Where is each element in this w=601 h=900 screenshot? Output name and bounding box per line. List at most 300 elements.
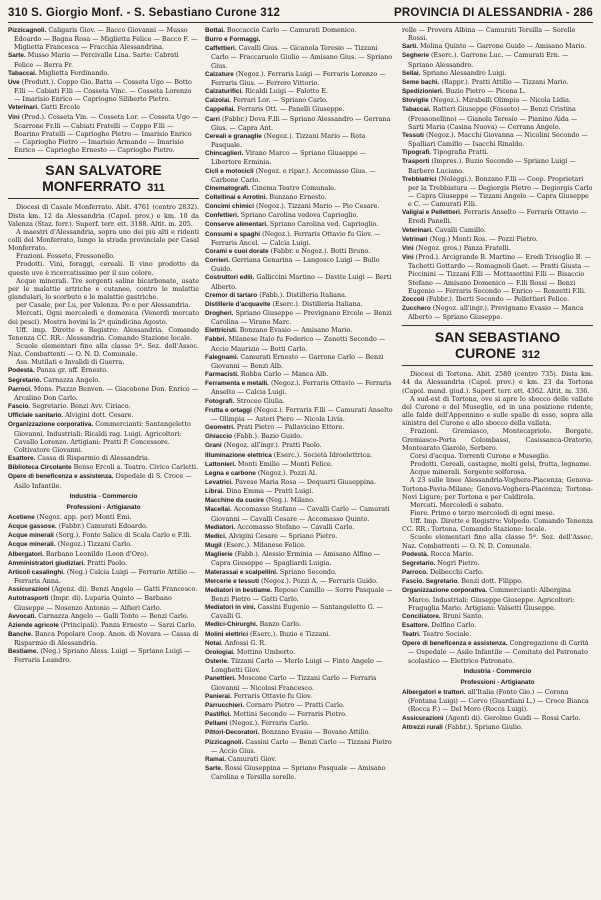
directory-entry: [205, 577, 396, 586]
entry-names: Milanese Italo fu Federico — Zanetti Secondo — Accio Maurizio — Botti Carlo.: [211, 335, 386, 353]
entry-names: Mottino Umberto.: [234, 647, 296, 656]
entry-names: (Negoz. e ripar.). Accomasso Gius. — Carbone Carlo.: [211, 166, 376, 184]
entry-names: Molina Quinto — Garrone Guido — Amisano Mario.: [417, 42, 587, 51]
directory-entry: [205, 460, 396, 469]
entry-names: Musso Maria — Percivalle Lina. Sarte: Cabrati Felice — Berra Fr.: [14, 51, 179, 69]
entry-category: Orologiai.: [205, 648, 235, 656]
entry-category: Trebbiatrici: [402, 175, 437, 183]
entry-category: Opere di beneficenza e assistenza.: [8, 473, 114, 481]
directory-entry: [205, 193, 396, 202]
entry-category: Conciliatore.: [402, 612, 441, 620]
directory-entry: [205, 657, 396, 674]
description-paragraph: per Casale, per Lu, per Valenza. Po e per Alessandria.: [16, 301, 191, 310]
directory-entry: [402, 226, 593, 235]
entry-names: (Fabbr.). Iberti Secondo — Pellettieri Felice.: [424, 294, 570, 303]
directory-entry: [205, 755, 396, 764]
entry-names: (Fabb.). Distilleria Italiana.: [257, 290, 347, 299]
col1-paragraphs: [8, 203, 199, 366]
entry-category: Tessuti: [402, 131, 424, 139]
entry-names: Alvigini dott. Cesare.: [63, 411, 134, 420]
entry-category: Corami e cuoi dorate: [205, 247, 269, 255]
header-left: 310 S. Giorgio Monf. - S. Sebastiano Curone 312: [8, 7, 281, 19]
directory-entry: [8, 522, 199, 531]
entry-names: (Negoz.). Ferraris Luigi — Ferraris Lorenzo — Ferraris Gius. — Ferrero Vittorio.: [211, 69, 386, 87]
directory-entry: [205, 496, 396, 505]
subhead-industria: Industria - Commercio: [69, 492, 138, 500]
entry-names: (Negoz. gros.) Panza Fratelli.: [413, 243, 511, 252]
entry-category: Farmacisti.: [205, 371, 239, 379]
entry-names: Boccaccio Carlo — Camurati Domenico.: [224, 26, 357, 34]
entry-category: Segherie: [402, 52, 429, 60]
entry-category: Sarte.: [8, 52, 26, 60]
entry-names: (Prod.). Cosseta Vin. — Cosseta Lor. — Cosseta Ugo — Scarrone Fr.lli — Cabiati Fratelli — Coppo F.lli — Boarino Fratelli — Capriogho Pietro — Imarisio Enrico — Capriogho Pietro — Imarisio Armando — Imarisio Enrico — Capriogho Ernesto — Capriogho Pietro.: [14, 112, 199, 155]
entry-names: Bonzano Evasio — Bovano Attilio.: [259, 728, 371, 737]
entry-names: Panza gr. uff. Ernesto.: [34, 366, 109, 375]
entry-names: (Principali). Panza Ernesto — Sarzi Carlo.: [58, 620, 197, 629]
entry-names: (Negoz. all'ingr.). Prevignano Evasio — Manca Alberto — Spriano Giuseppe.: [408, 304, 584, 322]
entry-names: Cassini Carlo — Benzi Carlo — Tizzani Pietro — Accio Gius.: [211, 737, 392, 755]
entry-names: Commercianti: Albergina Marco. Industriali: Giuseppe Giuseppe. Agricoltori: Fraguglia Mario. Artigiani: Valsetti Giuseppe.: [408, 586, 575, 612]
directory-entry: [8, 559, 199, 568]
entry-category: Fascio. Segretario.: [402, 578, 460, 586]
entry-category: Mugil: [205, 542, 222, 550]
directory-entry: [402, 304, 593, 321]
directory-entry: [402, 42, 593, 51]
entry-names: Ricaldi Luigi — Falotto E.: [243, 87, 328, 96]
entry-category: Caffettieri.: [205, 45, 237, 53]
entry-names: Rossi Giuseppina — Spriano Pasquale — Amisano Carolina e Tersilla sorelle.: [211, 763, 386, 782]
directory-entry: [402, 51, 593, 68]
directory-entry: [205, 44, 396, 69]
entry-names: (Neg.) Monti Ros. — Pozzi Pietro.: [427, 234, 538, 243]
entry-category: Ghiaccio: [205, 433, 232, 441]
entry-category: Coltellinai e Arrotini.: [205, 193, 268, 201]
directory-entry: [402, 639, 593, 664]
entry-category: Parroci.: [8, 385, 32, 393]
description-paragraph: Scuole elementari fino alla classe 5ª. Sez. dell'Assoc. Naz. Combattenti — O. N. D. Comunale.: [8, 342, 199, 359]
entry-names: Rocca Mario.: [428, 549, 474, 558]
entry-category: Biblioteca Circolante: [8, 464, 72, 472]
entry-category: Acque minerali.: [8, 541, 56, 549]
entry-category: Attrezzi rurali: [402, 723, 443, 731]
entry-names: (Produtt.). Coppo Gio. Batta — Cosseta Ugo — Botto F.lli — Cabiati F.lli — Cosseta Vinc. — Cosseta Lorenzo — Imarisio Enrico — Capriogno Siliberto Pietro.: [14, 77, 192, 104]
entry-category: Acque gassose.: [8, 523, 57, 531]
entry-names: Negri Pietro.: [435, 558, 480, 567]
entry-names: Commercianti: Santangeletto Giovanni. Industriali: Ricaldi rag. Luigi. Agricoltori: Cavallo Lorenzo. Artigiani: Pratti P. Concessore. Coltivatore Giovanni.: [14, 420, 191, 454]
directory-entry: [205, 719, 396, 728]
entry-names: (Negoz.). Ferraris F.lli — Camurati Anselto — Olimpia — Astori Piero — Nicola Livia.: [211, 405, 393, 423]
directory-entry: [402, 87, 593, 96]
directory-entry: [205, 648, 396, 657]
entry-category: Mediatori in vini.: [205, 604, 256, 612]
directory-entry: [205, 397, 396, 406]
entry-names: (Impr. di). Luparia Quinto — Barbano Giuseppe — Nosenzo Antonio — Alfieri Carlo.: [14, 594, 172, 612]
entry-category: Cicli e motocicli: [205, 167, 254, 175]
entry-names: Monti Emilio — Monti Felice.: [235, 459, 333, 468]
entry-names: Cornaro Pietro — Pratti Carlo.: [244, 700, 345, 709]
directory-entry: [8, 621, 199, 630]
entry-category: Podestà.: [402, 550, 429, 558]
description-paragraph: Acque minerali. Sorgente solforosa.: [410, 468, 527, 477]
entry-category: Parroco.: [402, 569, 428, 577]
entry-names: (Fabbr. e Negoz.). Botti Bruno.: [268, 246, 371, 255]
directory-entry: [205, 353, 396, 370]
directory-entry: [8, 376, 199, 385]
entry-names: (Eserc.). Garrone Luc. — Camurati Ern. — Spriano Alessandro.: [408, 51, 569, 69]
entry-category: Molini elettrici: [205, 630, 248, 638]
directory-entry: [205, 184, 396, 193]
entry-category: Distillerie d'acquavite: [205, 300, 271, 308]
directory-entry: [402, 96, 593, 105]
entry-category: Macellai.: [205, 506, 232, 514]
directory-entry: [205, 639, 396, 648]
directory-entry: [8, 647, 199, 664]
directory-entry: [402, 175, 593, 209]
subhead-professioni: Professioni - Artigianato: [460, 678, 535, 686]
directory-entry: [205, 451, 396, 460]
entry-names: (Negoz.). Pozzi A. — Ferraris Guido.: [259, 576, 378, 585]
entry-category: Bestiame.: [8, 648, 39, 656]
directory-entry: [205, 309, 396, 326]
directory-entry: [402, 688, 593, 713]
directory-entry: [205, 603, 396, 620]
directory-entry: [205, 487, 396, 496]
description-paragraph: Acque minerali. Tre sorgenti saline bicarbonate, usate per le malattie artriche e cutanee, contro le malattie glandulari, lo scorbuto e le malattie gastriche.: [8, 276, 199, 302]
entry-category: Calzature: [205, 70, 234, 78]
entry-category: Legna e carbone: [205, 469, 256, 477]
subhead-industria: Industria - Commercio: [463, 667, 532, 675]
directory-entry: [402, 621, 593, 630]
entry-names: Cavalli Gius. — Gicanola Teresio — Tizzani Carlo — Fraccaruolo Giulio — Amisano Gius. — Spriano Gius.: [211, 44, 393, 70]
directory-entry: [402, 69, 593, 78]
entry-category: Consumi e spaghi: [205, 230, 261, 238]
directory-entry: [205, 230, 396, 247]
entry-names: Bonzano Evasio — Amisano Mario.: [237, 326, 353, 335]
directory-entry: [8, 402, 199, 411]
entry-names: Teatro Sociale.: [420, 630, 472, 639]
entry-names: (Eserc.). Società Idroelettrica.: [271, 450, 373, 459]
entry-category: Acetiene: [8, 513, 35, 521]
directory-entry: [205, 70, 396, 87]
entry-category: Chincaglieri.: [205, 150, 244, 158]
entry-names: Stroceo Giulia.: [234, 396, 285, 405]
description-paragraph: Diocesi di Tortona. Abit. 2580 (centro 735). Dista km. 44 da Alessandria (Capol. prov.) e km. 23 da Tortona (Capol. mand. giud.). Superf. terr. ett. 4362. Altit. m. 336.: [402, 370, 593, 395]
entry-category: Mediatori in bestiame.: [205, 586, 273, 594]
entry-names: Cassa di Risparmio di Alessandria.: [35, 454, 150, 463]
entry-category: Bottai.: [205, 27, 225, 34]
entry-category: Cinematografi.: [205, 184, 250, 192]
entry-names: Moscone Carlo — Tizzani Carlo — Ferraris Giovanni — Nicolosi Francesco.: [211, 674, 377, 692]
entry-names: (Fabbr.). Spriano Giulio.: [442, 722, 523, 731]
directory-entry: [8, 78, 199, 103]
entry-names: Segretario. Benzi Avv. Ciriaco.: [30, 402, 131, 411]
entry-names: Ospedale di S. Croce — Asilo Infantile.: [14, 472, 192, 490]
entry-names: Congregazione di Carità — Ospedale — Asilo Infantile — Comitato del Patronato scolastico — Elettrico Patronato.: [408, 639, 589, 665]
entry-names: Bunzano Ernesto.: [267, 192, 327, 201]
directory-entry: [205, 300, 396, 309]
entry-category: Librai.: [205, 488, 225, 496]
col1-entries-a: [8, 26, 199, 154]
subhead-professioni: Professioni - Artigianato: [66, 503, 141, 511]
directory-entry: [205, 26, 396, 35]
directory-entry: [205, 149, 396, 166]
entry-category: Lattonieri.: [205, 460, 236, 468]
entry-names: (Fabbr.) Dova F.lli — Spriano Alessandro — Gerrana Gius. — Capra Ant.: [211, 114, 391, 132]
entry-names: Spriano Secondo.: [277, 567, 337, 576]
entry-category: Notai.: [205, 639, 223, 647]
entry-category: Cremor di tartaro: [205, 291, 258, 299]
entry-names: (Neg.) Spriano Aless. Luigi — Spriano Luigi — Ferraris Leandro.: [14, 647, 191, 665]
section-title-san-sebastiano: [402, 325, 593, 366]
directory-entry: [8, 585, 199, 594]
entry-category: Organizzazione corporativa.: [8, 421, 94, 429]
directory-entry: [205, 764, 396, 781]
directory-entry: [205, 586, 396, 603]
description-paragraph: Mercati. Mercoledì e sabato.: [410, 500, 504, 509]
entry-names: Ratteri Giuseppe (Fosseto) — Benzi Cristina (Fressonellino) — Gianola Teresio — Pianino Aida — Sarti Maria (Casina Nuova) — Cerrana Angelo.: [408, 105, 578, 131]
entry-category: Vini: [402, 254, 414, 262]
entry-category: Pizzicagnoli.: [8, 27, 47, 34]
entry-category: Calzolai.: [205, 97, 231, 105]
entry-category: Segretario.: [402, 559, 436, 567]
entry-category: Illuminazione elettrica: [205, 451, 272, 459]
directory-entry: [8, 420, 199, 454]
entry-category: Mercerie e tessuti: [205, 577, 259, 585]
entry-names: Mottini Secondo — Ferraris Pietro.: [231, 710, 347, 719]
directory-entry: [402, 26, 593, 42]
directory-entry: [205, 256, 396, 273]
directory-entry: [8, 630, 199, 647]
entry-category: Sellai.: [402, 69, 421, 77]
entry-category: Carri: [205, 115, 220, 123]
entry-names: Spriano Giuseppe — Prevignano Ercole — Benzi Carolina — Virano Marc.: [211, 309, 392, 327]
directory-entry: [402, 612, 593, 621]
directory-entry: [8, 411, 199, 420]
directory-entry: [402, 78, 593, 87]
directory-entry: [8, 463, 199, 472]
entry-category: Fabbri.: [205, 336, 227, 344]
description-paragraph: Prodotti. Cereali, castagne, molti gelsi, frutta, legname.: [410, 460, 592, 469]
entry-category: Veterinari.: [402, 226, 433, 234]
directory-entry: [8, 513, 199, 522]
description-paragraph: Prodotti. Vini, foraggi, cereali. Il vino prodotto da queste uve è ricercatissimo per il suo colore.: [8, 260, 199, 277]
description-paragraph: Frazioni. Fosseto, Fressonello.: [16, 252, 115, 261]
page-header: [8, 4, 593, 23]
directory-entry: [205, 738, 396, 755]
directory-entry: [205, 728, 396, 737]
entry-category: Fascio.: [8, 403, 31, 411]
entry-names: Barbano Leonildo (Leon d'Oro).: [43, 549, 149, 558]
entry-category: Autotrasporti: [8, 595, 49, 603]
section-title-text: SAN SALVATORE MONFERRATO: [42, 162, 162, 195]
entry-category: Albergatori.: [8, 550, 44, 558]
directory-entry: [402, 253, 593, 295]
entry-category: Esattore.: [402, 622, 430, 629]
directory-entry: [205, 523, 396, 532]
entry-category: Ramai.: [205, 755, 226, 763]
entry-category: Pittori-Decoratori.: [205, 729, 260, 737]
entry-names: (Negoz.). Tizzani Mario — Pio Cesare.: [254, 202, 380, 211]
entry-names: (Negoz. all'ingr.). Pratti Paolo.: [221, 441, 322, 450]
directory-entry: [8, 385, 199, 402]
column-2: [205, 26, 396, 896]
entry-names: (Sorg.). Fonte Salice di Scala Carlo e F.lli.: [53, 531, 192, 540]
entry-names: (Negoz.). Mirabelli Olimpia — Nicola Lidia.: [428, 96, 571, 105]
section-number: 312: [521, 349, 541, 362]
entry-names: (Fabb.). Bazio Guido.: [232, 432, 303, 441]
col1-entries-c: [8, 513, 199, 665]
entry-category: Esattore.: [8, 455, 36, 463]
directory-entry: [205, 132, 396, 149]
entry-category: Vini: [402, 244, 414, 252]
entry-names: (Negoz.). Tizzani Mario — Rota Pasquale.: [211, 131, 366, 150]
entry-names: Banzo Carlo.: [257, 620, 302, 629]
entry-category: Zoccoli: [402, 295, 425, 303]
entry-names: (Negoz.) Tizzani Carlo.: [55, 540, 132, 549]
description-paragraph: Frazioni. Gremiasco, Montecapriolo. Borgate. Gremiasco-Porta Colombassi, Casissanca-Oratorio, Montearato Giarolo, Serbero.: [402, 427, 593, 452]
entry-names: Bruni Santo.: [440, 611, 484, 620]
entry-category: Opere di beneficenza e assistenza.: [402, 640, 508, 648]
directory-entry: [8, 612, 199, 621]
directory-entry: [205, 105, 396, 114]
directory-entry: [8, 113, 199, 155]
entry-names: Camurati Ernesto — Garrone Carlo — Benzi Giovanni — Benzi Alb.: [211, 352, 384, 370]
directory-entry: [205, 115, 396, 132]
entry-category: Elettricisti.: [205, 327, 238, 335]
entry-category: Confettieri.: [205, 212, 239, 220]
directory-entry: [205, 568, 396, 577]
entry-names: (Negoz. app. per) Monti Emi.: [34, 512, 132, 521]
entry-category: Burro e Formaggi.: [205, 36, 261, 44]
directory-entry: [205, 620, 396, 629]
entry-names: (Eserc.). Milanese Felice.: [221, 541, 306, 550]
entry-names: Ferraris Ott. — Panelli Giuseppe.: [235, 105, 345, 114]
entry-category: Ufficiale sanitario.: [8, 412, 64, 420]
entry-category: Assicurazioni: [402, 714, 444, 722]
directory-entry: [205, 326, 396, 335]
directory-entry: [402, 235, 593, 244]
column-1: [8, 26, 199, 896]
entry-category: Materassai e scalpellini.: [205, 568, 278, 576]
entry-category: Zucchero: [402, 305, 431, 312]
entry-names: Carnazza Angelo.: [41, 375, 101, 384]
directory-entry: [205, 247, 396, 256]
entry-names: Tizzani Carlo — Merlo Luigi — Finto Angelo — Longhetti Giov.: [211, 657, 383, 675]
entry-names: Ferraris Anselto — Ferraris Ottavio — Eredi Panelli.: [408, 208, 587, 226]
entry-names: Banca Popolare Coop. Anon. di Novara — Cassa di Risparmio di Alessandria.: [14, 630, 199, 648]
entry-category: Maglierie: [205, 551, 233, 559]
entry-names: all'Italia (Fonte Gio.) — Corona (Fontana Luigi) — Cervo (Guardiani L.) — Croce Bianca (Rocca F.) — Del Moro (Rocca Luigi).: [408, 688, 589, 714]
entry-names: (Negoz.). Ferraris Ottavio fu Giov. — Ferraris Ancel. — Calcia Luigi.: [211, 229, 381, 247]
entry-names: (Fabbr.) Camurati Edoardo.: [56, 522, 148, 531]
entry-names: Alvigini Cesare — Spriano Pietro.: [226, 531, 338, 540]
entry-category: Spedizionieri.: [402, 88, 444, 96]
directory-entry: [205, 423, 396, 432]
entry-category: Teatri.: [402, 631, 421, 639]
directory-entry: [205, 532, 396, 541]
entry-names: (Negoz.). Ferraris Ottavio — Ferraris Anselto — Calcia Luigi.: [211, 379, 392, 397]
entry-names: Ferraris Ottavio fu Giov.: [231, 691, 312, 700]
directory-entry: [402, 244, 593, 253]
entry-category: Sarte.: [205, 764, 223, 772]
directory-entry: [8, 568, 199, 585]
entry-category: Stoviglie: [402, 97, 429, 105]
entry-category: Ferramenta e metalli.: [205, 380, 269, 388]
entry-names: (Eserc.). Distilleria Italiana.: [270, 299, 363, 308]
entry-category: Concimi chimici: [205, 203, 255, 211]
directory-entry: [8, 51, 199, 68]
entry-category: Acque minerali: [8, 532, 54, 540]
entry-category: Organizzazione corporativa.: [402, 587, 488, 595]
entry-category: Medici.: [205, 532, 227, 540]
directory-entry: [402, 148, 593, 157]
directory-entry: [205, 220, 396, 229]
directory-entry: [402, 714, 593, 723]
entry-names: Robba Carlo — Manca Alb.: [238, 370, 329, 379]
directory-entry: [402, 208, 593, 225]
entry-category: Assicurazioni: [8, 586, 50, 594]
entry-names: Benzi dott. Filippo.: [459, 577, 523, 586]
description-paragraph: Scuole elementari fino alla classe 5ª. Sez. dell'Assoc. Naz. Combattenti — O. N. D. Comunale.: [402, 533, 593, 550]
entry-names: Reposo Camillo — Sorre Pasquale — Benzi Pietro — Gatti Carlo.: [211, 585, 393, 603]
directory-entry: [205, 406, 396, 423]
directory-entry: [8, 26, 199, 51]
entry-category: Avvocati.: [8, 612, 37, 620]
directory-entry: [402, 723, 593, 732]
entry-category: Levatrici.: [205, 478, 234, 486]
entry-category: Osterie.: [205, 658, 229, 666]
entry-names: Buzio Pietro — Picena L.: [443, 87, 526, 96]
description-paragraph: Fiere. Primo e terzo mercoledì di ogni mese.: [410, 508, 555, 517]
entry-names: Benso Ercoli a. Teatro. Civico Carletti.: [71, 463, 199, 472]
entry-category: Parrucchieri.: [205, 701, 245, 709]
entry-category: Segretario.: [8, 376, 42, 384]
entry-category: Cappellai.: [205, 106, 236, 114]
entry-names: Cassini Eugenio — Santangeletto G. — Cavalli G.: [211, 603, 383, 621]
description-paragraph: Corsi d'acqua. Torrenti Curone e Museglio.: [410, 451, 551, 460]
entry-category: Tabaccai.: [8, 69, 37, 77]
entry-names: Accomasso Stefano — Cavalli Carlo.: [235, 522, 355, 531]
directory-entry: [205, 505, 396, 522]
header-right: PROVINCIA DI ALESSANDRIA - 286: [394, 7, 593, 19]
entry-names: Carnazza Angelo — Galli Tonto — Benzi Carlo.: [36, 611, 189, 620]
directory-entry: [8, 550, 199, 559]
directory-entry: [205, 273, 396, 290]
entry-category: Valigiai e Pellettieri.: [402, 209, 462, 217]
entry-names: Spriano Carolina ved. Caprioglio.: [267, 220, 379, 229]
directory-entry: [402, 630, 593, 639]
directory-entry: [205, 674, 396, 691]
entry-names: Cavalli Camillo.: [432, 225, 486, 234]
entry-names: Spriano Carolina vedova Caprioglio.: [238, 211, 359, 220]
directory-entry: [8, 540, 199, 549]
entry-names: (Neg.) Calcia Luigi — Ferrario Attilio — Ferraris Anna.: [14, 567, 196, 586]
entry-names: Camurati Giov.: [225, 754, 277, 763]
entry-category: Frutta e ortaggi: [205, 406, 252, 414]
entry-category: Articoli casalinghi.: [8, 568, 65, 576]
directory-entry: [8, 531, 199, 540]
description-paragraph: Uff. Imp. Dirette e Registro: Volpedo. Comando Tenenza CC. RR.: Tortona. Comando Stazione: locale.: [402, 517, 593, 534]
entry-names: Delbecchi Carlo.: [427, 568, 484, 577]
entry-names: Mons. Piazzo Benven. — Giacobone Don. Enrico — Arcalino Don Carlo.: [14, 384, 199, 402]
entry-category: Cereali e granaglie: [205, 132, 262, 140]
entry-category: Pizzicagnoli.: [205, 738, 244, 746]
entry-category: Uve: [8, 78, 20, 86]
description-paragraph: A maestri d'Alessandria, sopra uno dei più alti e ridenti colli del Monferrato, lungo la strada provinciale per Casal Monferrato.: [8, 227, 199, 253]
col1-entries-b: [8, 366, 199, 489]
entry-category: Vetrinari: [402, 235, 428, 243]
directory-entry: [205, 291, 396, 300]
